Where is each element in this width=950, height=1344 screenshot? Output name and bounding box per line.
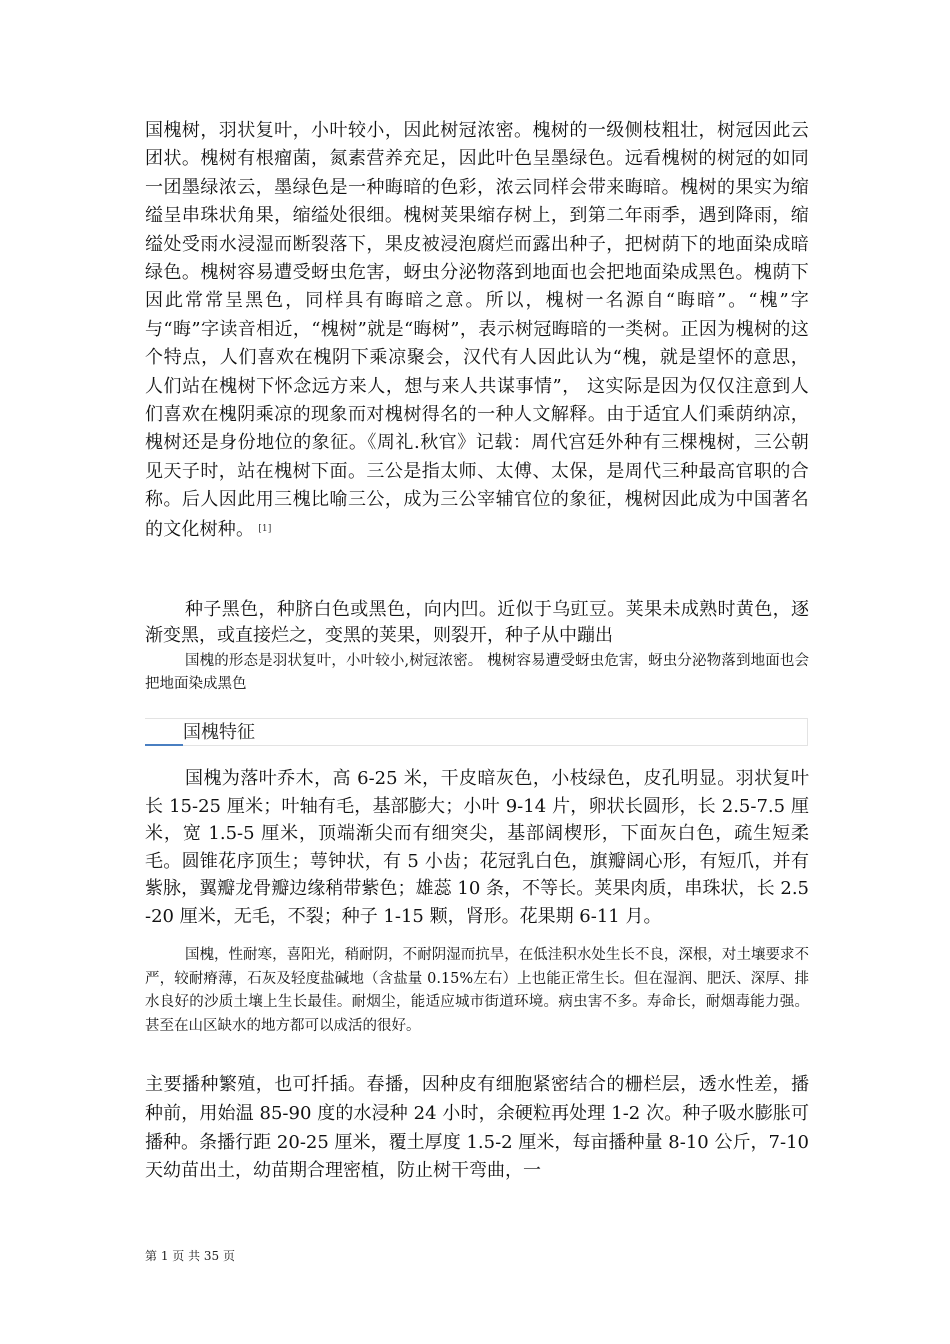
paragraph-seed: 种子黑色，种脐白色或黑色，向内凹。近似于乌豇豆。荚果未成熟时黄色，逐渐变黑，或直接烂之，变黑的荚果，则裂开，种子从中蹦出 (145, 599, 809, 646)
paragraph-intro (145, 117, 809, 544)
page-number-footer: 第 1 页 共 35 页 (145, 1249, 235, 1263)
paragraph-habit: 国槐，性耐寒，喜阳光，稍耐阴，不耐阴湿而抗旱，在低洼积水处生长不良，深根，对土壤要求不严，较耐瘠薄，石灰及轻度盐碱地（含盐量 0.15%左右）上也能正常生长。但在湿润、肥沃、深厚、排水良好的沙质土壤上生长最佳。耐烟尘，能适应城市街道环境。病虫害不多。寿命长，耐烟毒能力强。甚至在山区缺水的地方都可以成活的很好。 (145, 947, 809, 1034)
paragraph-propagation: 主要播种繁殖，也可扦插。春播，因种皮有细胞紧密结合的栅栏层，透水性差，播种前，用始温 85-90 度的水浸种 24 小时，余硬粒再处理 1-2 次。种子吸水膨胀可播种。条播行距 20-25 厘米，覆土厚度 1.5-2 厘米，每亩播种量 8-10 公斤，7-10 天幼苗出土，幼苗期合理密植，防止树干弯曲，一 (145, 1074, 809, 1182)
paragraph-form: 国槐的形态是羽状复叶，小叶较小,树冠浓密。 槐树容易遭受蚜虫危害，蚜虫分泌物落到地面也会把地面染成黑色 (145, 653, 809, 692)
reference-marker[interactable]: [1] (258, 523, 272, 534)
section-heading-box (145, 718, 808, 746)
paragraph-features: 国槐为落叶乔木，高 6-25 米，干皮暗灰色，小枝绿色，皮孔明显。羽状复叶长 15-25 厘米；叶轴有毛，基部膨大；小叶 9-14 片，卵状长圆形，长 2.5-7.5 厘米，宽 1.5-5 厘米，顶端渐尖而有细突尖，基部阔楔形，下面灰白色，疏生短柔毛。圆锥花序顶生；萼钟状，有 5 小齿；花冠乳白色，旗瓣阔心形，有短爪，并有紫脉，翼瓣龙骨瓣边缘稍带紫色；雄蕊 10 条，不等长。荚果肉质，串珠状，长 2.5-20 厘米，无毛，不裂；种子 1-15 颗，肾形。花果期 6-11 月。 (145, 768, 809, 927)
heading-accent-bar (145, 744, 183, 746)
section-heading: 国槐特征 (183, 722, 255, 743)
paragraph-intro-text: 国槐树，羽状复叶，小叶较小，因此树冠浓密。槐树的一级侧枝粗壮，树冠因此云团状。槐树有根瘤菌，氮素营养充足，因此叶色呈墨绿色。远看槐树的树冠的如同一团墨绿浓云，墨绿色是一种晦暗的色彩，浓云同样会带来晦暗。槐树的果实为缩缢呈串珠状角果，缩缢处很细。槐树荚果缩存树上，到第二年雨季，遇到降雨，缩缢处受雨水浸湿而断裂落下，果皮被浸泡腐烂而露出种子，把树荫下的地面染成暗绿色。槐树容易遭受蚜虫危害，蚜虫分泌物落到地面也会把地面染成黑色。槐荫下因此常常呈黑色，同样具有晦暗之意。所以，槐树一名源自“晦暗”。“槐”字与“晦”字读音相近，“槐树”就是“晦树”，表示树冠晦暗的一类树。正因为槐树的这个特点，人们喜欢在槐阴下乘凉聚会，汉代有人因此认为“槐，就是望怀的意思，人们站在槐树下怀念远方来人，想与来人共谋事情”， 这实际是因为仅仅注意到人们喜欢在槐阴乘凉的现象而对槐树得名的一种人文解释。由于适宜人们乘荫纳凉，槐树还是身份地位的象征。《周礼.秋官》记载：周代宫廷外种有三棵槐树，三公朝见天子时，站在槐树下面。三公是指太师、太傅、太保，是周代三种最高官职的合称。后人因此用三槐比喻三公，成为三公宰辅官位的象征，槐树因此成为中国著名的文化树种。 (145, 120, 809, 540)
